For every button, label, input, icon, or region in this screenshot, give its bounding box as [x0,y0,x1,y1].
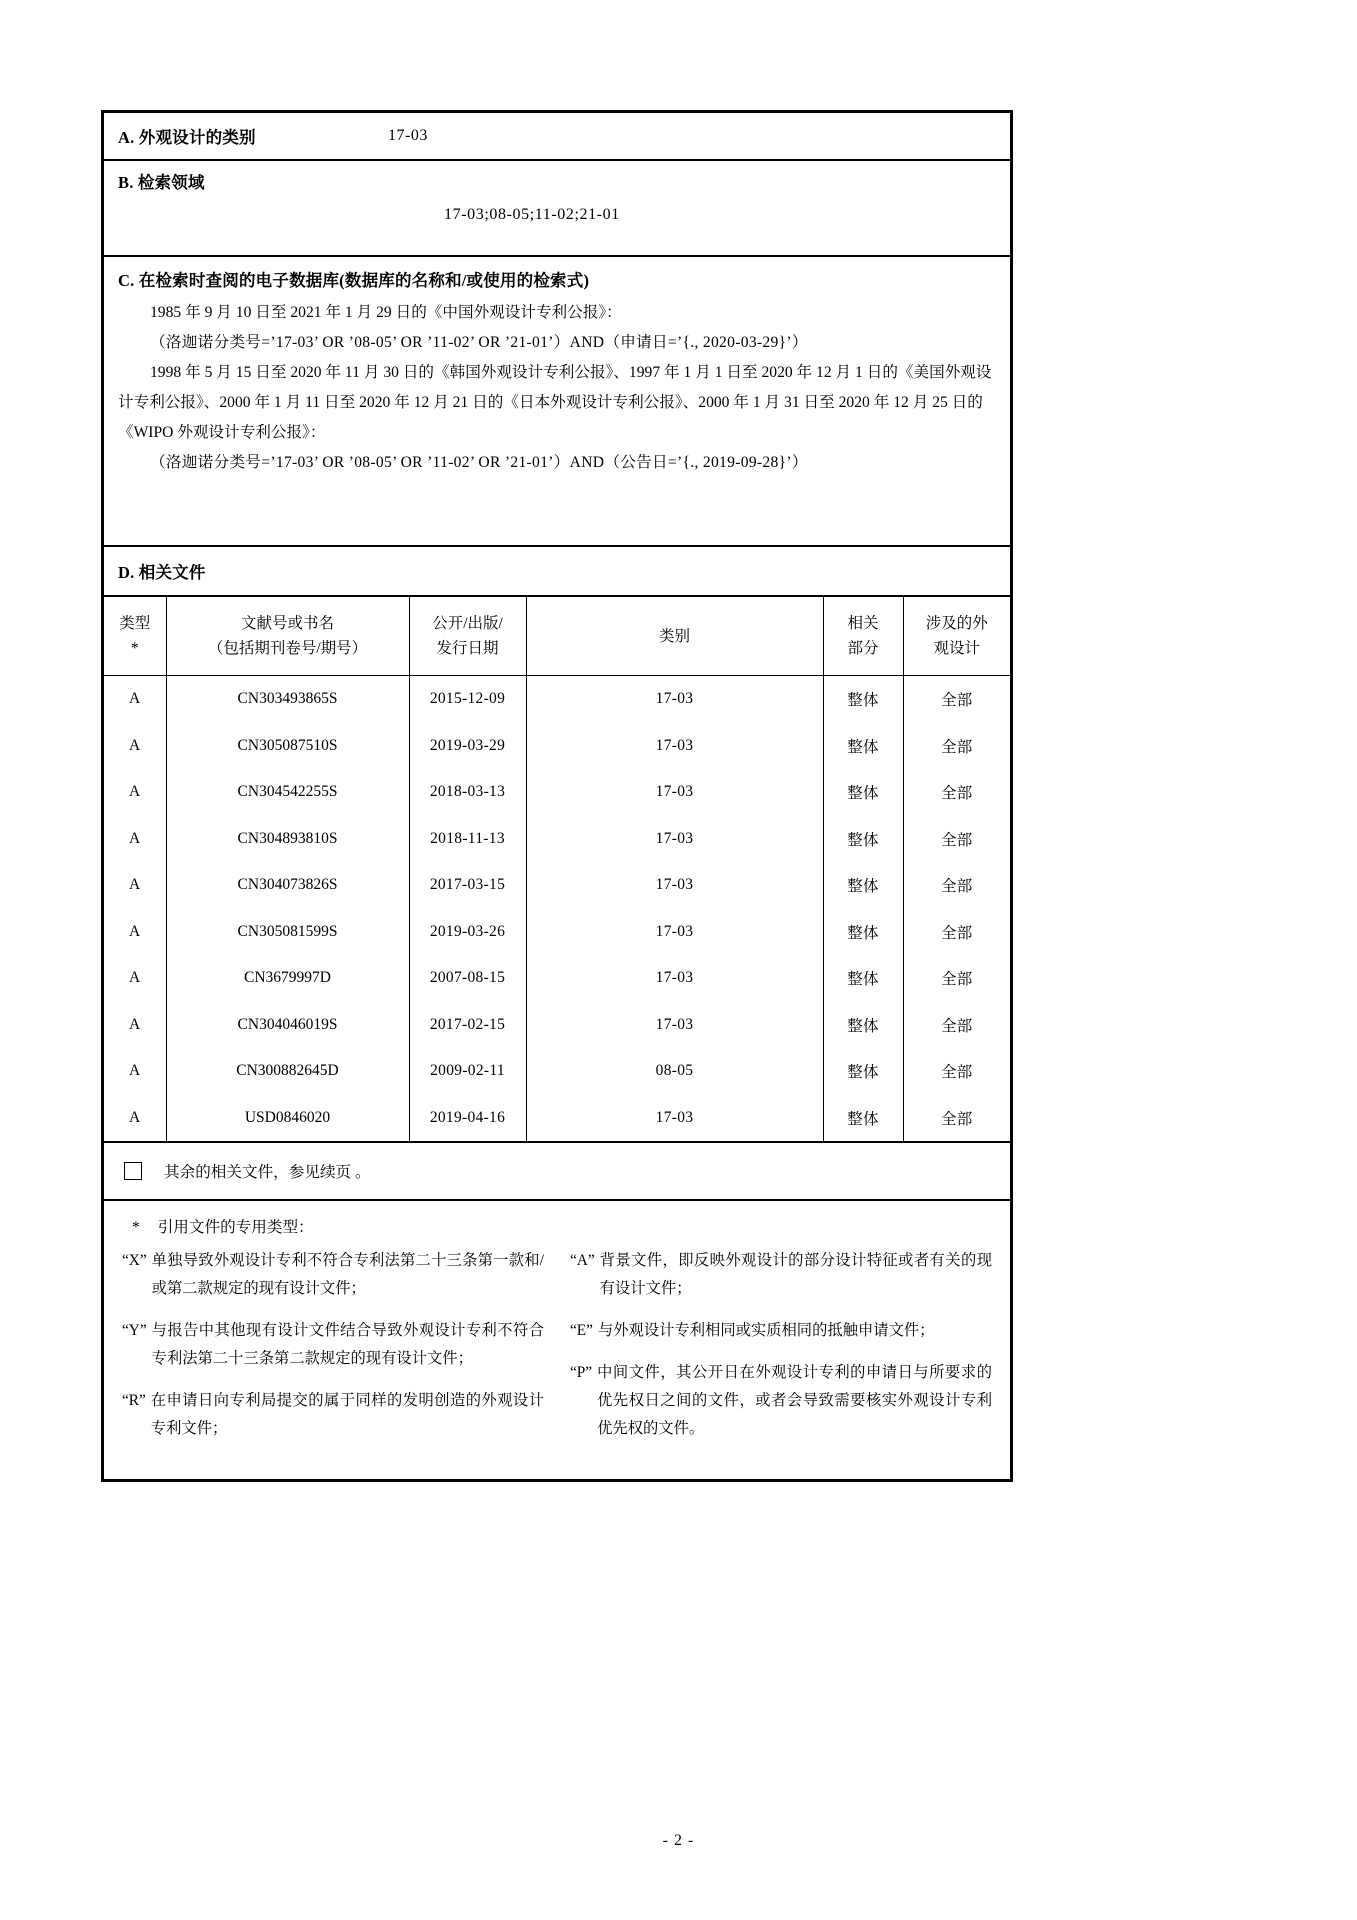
legend-columns [122,1247,992,1457]
column-header-type-line2: * [130,640,139,657]
cell-type: A [104,955,166,1002]
column-header-relevant-part-line1: 相关 [847,615,879,632]
legend-title-row [132,1215,992,1237]
legend-text-y: 与报告中其他现有设计文件结合导致外观设计专利不符合专利法第二十三条第二款规定的现有设计文件； [151,1322,544,1367]
cell-designs: 全部 [903,816,1010,863]
table-row [104,909,1010,956]
column-header-category-line1: 类别 [658,627,690,645]
cell-designs: 全部 [903,862,1010,909]
section-a-letter: A. [118,128,135,147]
section-a-value: 17-03 [388,127,428,144]
cell-relevant-part: 整体 [823,816,903,863]
cell-document-number: CN300882645D [166,1048,409,1095]
cell-date: 2018-03-13 [409,769,526,816]
cell-category: 17-03 [526,769,823,816]
cell-date: 2019-04-16 [409,1095,526,1142]
column-header-document-number-line1: 文献号或书名 [240,615,334,632]
cell-relevant-part: 整体 [823,723,903,770]
legend-code-a: “A” [570,1252,595,1269]
table-row [104,723,1010,770]
cell-date: 2019-03-29 [409,723,526,770]
column-header-type-line1: 类型 [119,615,151,632]
related-documents-table [104,597,1010,1141]
cell-date: 2019-03-26 [409,909,526,956]
cell-date: 2018-11-13 [409,816,526,863]
cell-category: 17-03 [526,676,823,723]
table-row [104,862,1010,909]
legend-code-x: “X” [122,1252,147,1269]
cell-type: A [104,676,166,723]
section-b-value: 17-03;08-05;11-02;21-01 [444,206,620,223]
legend-star: * [132,1219,140,1236]
cell-type: A [104,816,166,863]
legend-item-p [570,1359,992,1443]
legend-column-right [570,1247,992,1457]
section-a-heading [118,124,388,148]
legend-item-x [122,1247,544,1303]
cell-document-number: CN3679997D [166,955,409,1002]
cell-category: 17-03 [526,1095,823,1142]
section-b-search-field [104,161,1010,257]
section-c-line-1: 1985 年 9 月 10 日至 2021 年 1 月 29 日的《中国外观设计专利公报》： [150,304,622,321]
cell-document-number: CN305087510S [166,723,409,770]
cell-relevant-part: 整体 [823,769,903,816]
legend-text-a: 背景文件，即反映外观设计的部分设计特征或者有关的现有设计文件； [599,1252,992,1297]
cell-date: 2009-02-11 [409,1048,526,1095]
cell-designs: 全部 [903,723,1010,770]
section-c-heading [118,267,994,291]
search-report-form [101,110,1013,1482]
cell-category: 17-03 [526,862,823,909]
column-header-relevant-part-line2: 部分 [847,640,879,657]
legend-code-p: “P” [570,1364,593,1381]
empty-checkbox-icon[interactable] [124,1162,142,1180]
section-b-heading [118,169,1010,193]
cell-type: A [104,1048,166,1095]
column-header-document-number-line2: （包括期刊卷号/期号） [207,640,368,657]
cell-relevant-part: 整体 [823,955,903,1002]
legend-item-y [122,1317,544,1373]
cell-type: A [104,1002,166,1049]
cell-date: 2017-02-15 [409,1002,526,1049]
legend-title: 引用文件的专用类型： [157,1219,314,1236]
cell-document-number: CN303493865S [166,676,409,723]
cell-document-number: CN305081599S [166,909,409,956]
column-header-publication-date-line2: 发行日期 [436,640,499,657]
column-header-publication-date-line1: 公开/出版/ [432,615,503,632]
continuation-label: 其余的相关文件，参见续页 。 [164,1164,371,1181]
section-b-letter: B. [118,173,134,192]
legend-item-r [122,1387,544,1443]
cell-document-number: CN304046019S [166,1002,409,1049]
legend-text-e: 与外观设计专利相同或实质相同的抵触申请文件； [597,1322,935,1339]
citation-type-legend [104,1201,1010,1479]
cell-document-number: CN304893810S [166,816,409,863]
section-d-title: 相关文件 [138,563,206,582]
cell-designs: 全部 [903,1048,1010,1095]
cell-type: A [104,769,166,816]
cell-relevant-part: 整体 [823,1095,903,1142]
cell-date: 2007-08-15 [409,955,526,1002]
cell-type: A [104,909,166,956]
column-header-document-number [166,597,409,676]
section-d-heading [104,547,1010,597]
cell-category: 17-03 [526,1002,823,1049]
cell-designs: 全部 [903,1095,1010,1142]
cell-category: 17-03 [526,816,823,863]
cell-date: 2015-12-09 [409,676,526,723]
section-a-title: 外观设计的类别 [138,128,256,147]
legend-item-e [570,1317,992,1345]
table-row [104,816,1010,863]
table-row [104,676,1010,723]
section-d-letter: D. [118,563,135,582]
table-row [104,1095,1010,1142]
legend-item-a [570,1247,992,1303]
cell-designs: 全部 [903,676,1010,723]
cell-designs: 全部 [903,909,1010,956]
column-header-category [526,597,823,676]
cell-relevant-part: 整体 [823,1048,903,1095]
continuation-row [104,1143,1010,1201]
legend-code-r: “R” [122,1392,146,1409]
table-header-row [104,597,1010,676]
legend-text-p: 中间文件，其公开日在外观设计专利的申请日与所要求的优先权日之间的文件，或者会导致需要核实外观设计专利优先权的文件。 [597,1364,992,1437]
column-header-designs-involved-line1: 涉及的外 [925,615,988,632]
cell-type: A [104,723,166,770]
cell-document-number: USD0846020 [166,1095,409,1142]
section-c-letter: C. [118,271,135,290]
legend-code-y: “Y” [122,1322,147,1339]
section-c-line-3: 1998 年 5 月 15 日至 2020 年 11 月 30 日的《韩国外观设计专利公报》、1997 年 1 月 1 日至 2020 年 12 月 1 日的《美国外观设计专利公报》、2000 年 1 月 11 日至 2020 年 12 月 21 日的《日本外观设计专利公报》、2000 年 1 月 31 日至 2020 年 12 月 25 日的《WIPO 外观设计专利公报》： [118,364,992,441]
table-row [104,955,1010,1002]
column-header-designs-involved-line2: 观设计 [933,640,980,657]
column-header-type [104,597,166,676]
section-c-databases [104,257,1010,547]
cell-relevant-part: 整体 [823,676,903,723]
legend-column-left [122,1247,544,1457]
legend-code-e: “E” [570,1322,593,1339]
section-c-line-4: （洛迦诺分类号=’17-03’ OR ’08-05’ OR ’11-02’ OR ’21-01’）AND（公告日=’{., 2019-09-28}’） [150,454,808,471]
legend-text-x: 单独导致外观设计专利不符合专利法第二十三条第一款和/或第二款规定的现有设计文件； [151,1252,544,1297]
cell-relevant-part: 整体 [823,862,903,909]
page-number: - 2 - [662,1832,695,1849]
related-documents-table-wrapper [104,597,1010,1143]
cell-type: A [104,862,166,909]
cell-document-number: CN304542255S [166,769,409,816]
cell-relevant-part: 整体 [823,909,903,956]
section-b-title: 检索领域 [137,173,205,192]
table-row [104,769,1010,816]
table-row [104,1048,1010,1095]
section-d-heading-inner [118,563,206,582]
cell-category: 08-05 [526,1048,823,1095]
section-c-title: 在检索时查阅的电子数据库(数据库的名称和/或使用的检索式) [138,271,590,290]
column-header-publication-date [409,597,526,676]
section-a-design-category [104,113,1010,161]
cell-designs: 全部 [903,769,1010,816]
cell-relevant-part: 整体 [823,1002,903,1049]
section-c-line-2: （洛迦诺分类号=’17-03’ OR ’08-05’ OR ’11-02’ OR ’21-01’）AND（申请日=’{., 2020-03-29}’） [150,334,808,351]
table-body [104,676,1010,1142]
column-header-relevant-part [823,597,903,676]
cell-category: 17-03 [526,955,823,1002]
cell-type: A [104,1095,166,1142]
cell-date: 2017-03-15 [409,862,526,909]
table-row [104,1002,1010,1049]
cell-document-number: CN304073826S [166,862,409,909]
column-header-designs-involved [903,597,1010,676]
legend-text-r: 在申请日向专利局提交的属于同样的发明创造的外观设计专利文件； [150,1392,544,1437]
cell-designs: 全部 [903,955,1010,1002]
cell-designs: 全部 [903,1002,1010,1049]
cell-category: 17-03 [526,723,823,770]
cell-category: 17-03 [526,909,823,956]
